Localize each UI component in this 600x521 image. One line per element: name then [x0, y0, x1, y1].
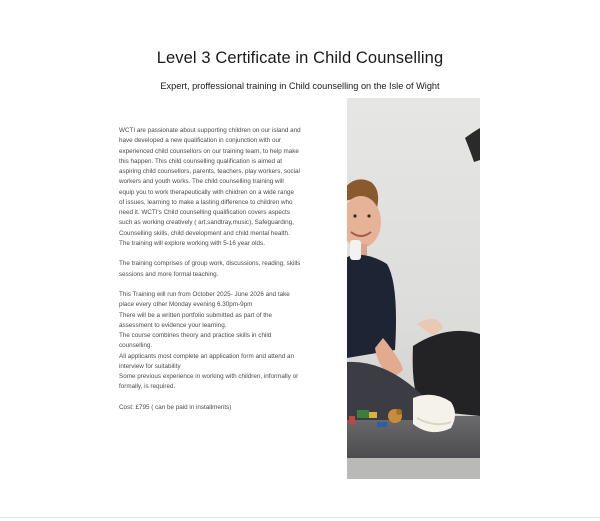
- cost-text: Cost: £795 ( can be paid in installments): [119, 403, 232, 411]
- intro-line: The training will explore working with 5-16 year olds.: [119, 239, 265, 247]
- details-line: interview for suitability: [119, 362, 181, 370]
- format-line: The training comprises of group work, discussions, reading, skills: [119, 260, 301, 268]
- details-line: place every other Monday evening 6.30pm-9pm: [119, 301, 253, 309]
- details-paragraph: [119, 290, 314, 393]
- footer-divider: [0, 517, 600, 518]
- intro-line: such as working creatively ( art,sandtray,music), Safeguarding,: [119, 219, 294, 227]
- intro-line: this happen. This child counselling qualification is aimed at: [119, 157, 282, 165]
- details-line: counselling.: [119, 342, 153, 350]
- intro-line: equip you to work therapeutically with children on a wide range: [119, 188, 295, 196]
- format-line: sessions and more formal teaching.: [119, 270, 219, 278]
- page-title: Level 3 Certificate in Child Counselling: [156, 49, 444, 67]
- page-subtitle: Expert, proffessional training in Child counselling on the Isle of Wight: [160, 81, 440, 91]
- child-counselling-photo: [347, 98, 480, 479]
- intro-line: WCTI are passionate about supporting children on our island and: [119, 127, 301, 134]
- format-paragraph: [119, 259, 314, 280]
- intro-line: workers and youth works. The child counselling training will: [119, 178, 284, 186]
- intro-paragraph: [119, 126, 314, 249]
- details-line: All applicants most complete an application form and attend an: [119, 352, 295, 360]
- intro-line: Counselling skills, child development and child mental health.: [119, 229, 290, 237]
- details-line: The course combines theory and practice skills in child: [119, 332, 272, 339]
- details-line: assessment to evidence your learning.: [119, 321, 227, 329]
- details-line: Some previous experience in working with children, informally or: [119, 373, 299, 380]
- details-line: There will be a written portfolio submitted as part of the: [119, 311, 272, 319]
- course-description: [119, 126, 314, 413]
- details-line: formally, is required.: [119, 383, 176, 391]
- intro-line: aspiring child counsellors, parents, teachers, play workers, social: [119, 168, 300, 175]
- details-line: This Training will run from October 2025- June 2026 and take: [119, 291, 290, 298]
- intro-line: experienced child counsellors on our training team, to help make: [119, 147, 299, 155]
- intro-line: of issues, learning to make a lasting difference to children who: [119, 198, 293, 206]
- intro-line: need it. WCTI's Child counselling qualification covers aspects: [119, 209, 290, 216]
- intro-line: have developed a new qualification in conjunction with our: [119, 137, 282, 145]
